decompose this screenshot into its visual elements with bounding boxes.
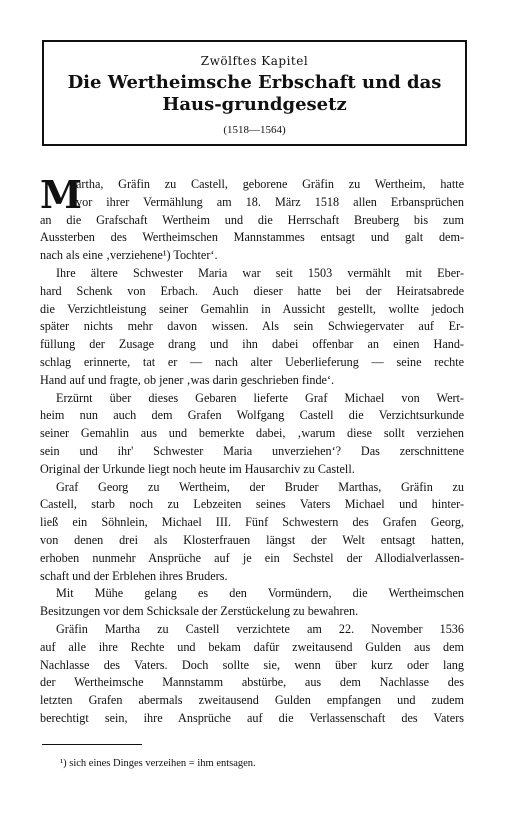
- text-line: Hand auf und fragte, ob jener ‚was darin geschrieben finde‘.: [40, 372, 335, 387]
- footnote: ¹) sich eines Dinges verzeihen = ihm entsagen.: [60, 758, 256, 769]
- footnote-divider: [42, 744, 142, 745]
- text-line: füllung der Zusage drang und ihn dabei offenbar an einen Hand-: [40, 337, 464, 352]
- text-line: seiner Gemahlin aus und bemerkte dabei, ‚warum diese sollt verziehen: [40, 426, 464, 441]
- text-line: heim nun auch dem Grafen Wolfgang Castell die Verzichtsurkunde: [40, 408, 464, 423]
- chapter-dates: (1518—1564): [223, 124, 286, 136]
- text-line: Ihre ältere Schwester Maria war seit 1503 vermählt mit Eber-: [56, 265, 464, 280]
- body-text: [40, 172, 464, 728]
- text-line: später nichts mehr davon wissen. Als sein Schwiegervater auf Er-: [40, 319, 464, 334]
- text-line: schlag erinnerte, tat er — nach alter Ueberlieferung — seine rechte: [40, 354, 464, 369]
- text-line: vor ihrer Vermählung am 18. März 1518 allen Erbansprüchen: [76, 194, 464, 209]
- text-line: schaft und der Erblehen ihres Bruders.: [40, 568, 228, 583]
- text-line: auf alle ihre Rechte und bekam dafür zweitausend Gulden aus dem: [40, 639, 464, 654]
- text-line: erhoben nunmehr Ansprüche auf je ein Sechstel der Allodialverlassen-: [40, 550, 464, 565]
- text-line: sein und ihr' Schwester Maria unverziehen‘? Das zerschnittene: [40, 443, 464, 458]
- text-line: artha, Gräfin zu Castell, geborene Gräfin zu Wertheim, hatte: [76, 177, 464, 191]
- text-line: letzten Grafen abermals zweitausend Gulden empfangen und zudem: [40, 693, 464, 708]
- text-line: Mit Mühe gelang es den Vormündern, die Wertheimschen: [56, 586, 464, 601]
- text-line: nach als eine ‚verziehene¹) Tochter‘.: [40, 248, 218, 263]
- text-line: ließ ein Söhnlein, Michael III. Fünf Schwestern des Grafen Georg,: [40, 515, 464, 530]
- text-line: Original der Urkunde liegt noch heute im Hausarchiv zu Castell.: [40, 461, 355, 476]
- drop-cap: M: [40, 172, 83, 217]
- text-line: die Verzichtleistung seiner Gemahlin in Aussicht gestellt, wollte jedoch: [40, 301, 464, 316]
- chapter-header-box: [42, 40, 467, 146]
- chapter-title: Die Wertheimsche Erbschaft und das Haus-grundgesetz: [67, 72, 442, 115]
- text-line: der Wertheimsche Mannstamm abstürbe, aus dem Nachlasse des: [40, 675, 464, 690]
- chapter-label: Zwölftes Kapitel: [200, 54, 309, 68]
- text-line: Graf Georg zu Wertheim, der Bruder Marthas, Gräfin zu: [56, 479, 464, 494]
- text-line: an die Grafschaft Wertheim und die Herrschaft Breuberg bis zum: [40, 212, 464, 227]
- text-line: Nachlasse des Vaters. Doch sollte sie, wenn über kurz oder lang: [40, 657, 464, 672]
- text-line: Aussterben des Wertheimschen Mannstammes entsagt und galt dem-: [40, 230, 464, 245]
- text-line: Castell, starb noch zu Lebzeiten seines Vaters Michael und hinter-: [40, 497, 464, 512]
- text-line: Gräfin Martha zu Castell verzichtete am 22. November 1536: [56, 621, 464, 636]
- text-line: berechtigt sein, ihre Ansprüche auf die Verlassenschaft des Vaters: [40, 710, 464, 725]
- text-line: hard Schenk von Erbach. Auch dieser hatte bei der Heiratsabrede: [40, 283, 464, 298]
- text-line: Erzürnt über dieses Gebaren lieferte Graf Michael von Wert-: [56, 390, 464, 405]
- text-line: von denen drei als Klosterfrauen längst der Welt entsagt hatten,: [40, 532, 464, 547]
- text-line: Besitzungen vor dem Schicksale der Zerstückelung zu bewahren.: [40, 604, 359, 619]
